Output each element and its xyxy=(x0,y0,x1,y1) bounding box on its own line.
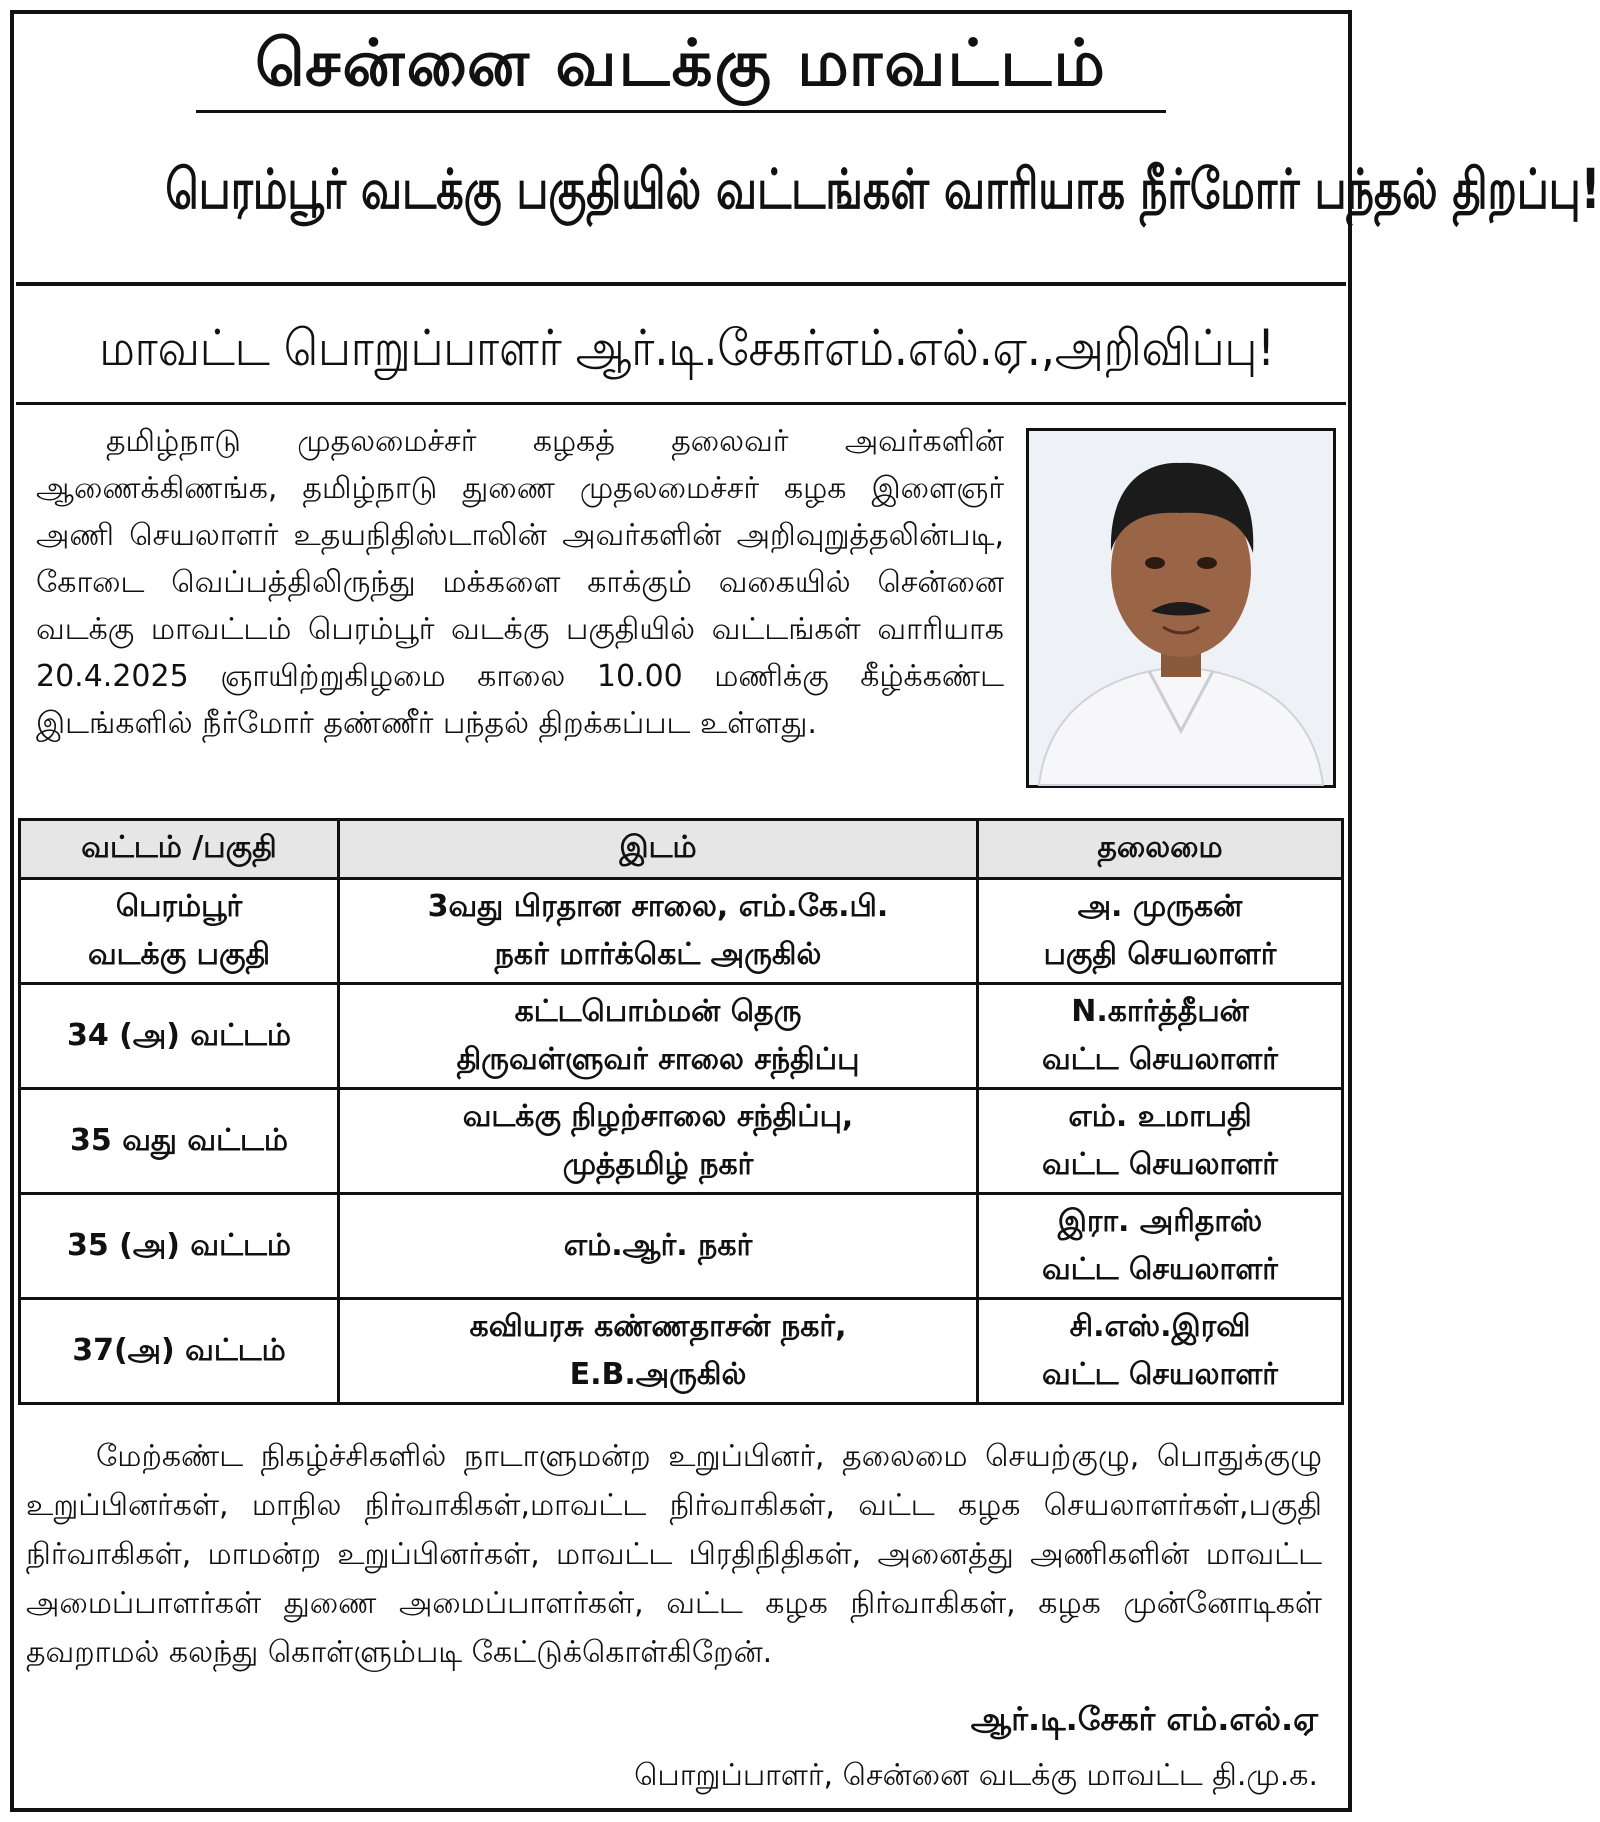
closing-paragraph xyxy=(26,1432,1322,1677)
person-portrait-icon xyxy=(1029,431,1333,785)
header-ward: வட்டம் /பகுதி xyxy=(20,820,339,879)
table-row xyxy=(20,984,1343,1089)
closing-text: மேற்கண்ட நிகழ்ச்சிகளில் நாடாளுமன்ற உறுப்பினர், தலைமை செயற்குழு, பொதுக்குழு உறுப்பினர்கள், மாநில நிர்வாகிகள்,மாவட்ட நிர்வாகிகள், வட்ட கழக செயலாளர்கள்,பகுதி நிர்வாகிகள், மாமன்ற உறுப்பினர்கள், மாவட்ட பிரதிநிதிகள், அனைத்து அணிகளின் மாவட்ட அமைப்பாளர்கள் துணை அமைப்பாளர்கள், வட்ட கழக நிர்வாகிகள், கழக முன்னோடிகள் தவறாமல் கலந்து கொள்ளும்படி கேட்டுக்கொள்கிறேன். xyxy=(26,1439,1322,1670)
header-place: இடம் xyxy=(339,820,978,879)
event-title: பெரம்பூர் வடக்கு பகுதியில் வட்டங்கள் வாரியாக நீர்மோர் பந்தல் திறப்பு! xyxy=(165,157,1600,221)
place-cell: கவியரசு கண்ணதாசன் நகர், E.B.அருகில் xyxy=(339,1299,978,1404)
table-header-row xyxy=(20,820,1343,879)
table-row xyxy=(20,879,1343,984)
place-cell: கட்டபொம்மன் தெரு திருவள்ளுவர் சாலை சந்திப்பு xyxy=(339,984,978,1089)
divider-top xyxy=(16,282,1346,286)
table-row xyxy=(20,1089,1343,1194)
table-row xyxy=(20,1299,1343,1404)
intro-paragraph xyxy=(36,418,1004,747)
signature-name: ஆர்.டி.சேகர் எம்.எல்.ஏ xyxy=(970,1700,1318,1738)
title-underline xyxy=(196,110,1166,113)
announcement-title: மாவட்ட பொறுப்பாளர் ஆர்.டி.சேகர்எம்.எல்.ஏ.,அறிவிப்பு! xyxy=(99,319,1275,377)
ward-cell: பெரம்பூர் வடக்கு பகுதி xyxy=(20,879,339,984)
divider-middle xyxy=(16,402,1346,405)
place-cell: வடக்கு நிழற்சாலை சந்திப்பு, முத்தமிழ் நகர் xyxy=(339,1089,978,1194)
table-row xyxy=(20,1194,1343,1299)
place-cell: 3வது பிரதான சாலை, எம்.கே.பி. நகர் மார்க்கெட் அருகில் xyxy=(339,879,978,984)
leader-cell: சி.எஸ்.இரவி வட்ட செயலாளர் xyxy=(978,1299,1343,1404)
ward-cell: 34 (அ) வட்டம் xyxy=(20,984,339,1089)
district-title: சென்னை வடக்கு மாவட்டம் xyxy=(255,27,1107,101)
portrait-photo xyxy=(1026,428,1336,788)
ward-cell: 35 (அ) வட்டம் xyxy=(20,1194,339,1299)
header-leader: தலைமை xyxy=(978,820,1343,879)
leader-cell: N.கார்த்தீபன் வட்ட செயலாளர் xyxy=(978,984,1343,1089)
leader-cell: இரா. அரிதாஸ் வட்ட செயலாளர் xyxy=(978,1194,1343,1299)
intro-text: தமிழ்நாடு முதலமைச்சர் கழகத் தலைவர் அவர்களின் ஆணைக்கிணங்க, தமிழ்நாடு துணை முதலமைச்சர் கழக இளைஞர் அணி செயலாளர் உதயநிதிஸ்டாலின் அவர்களின் அறிவுறுத்தலின்படி, கோடை வெப்பத்திலிருந்து மக்களை காக்கும் வகையில் சென்னை வடக்கு மாவட்டம் பெரம்பூர் வடக்கு பகுதியில் வட்டங்கள் வாரியாக 20.4.2025 ஞாயிற்றுகிழமை காலை 10.00 மணிக்கு கீழ்க்கண்ட இடங்களில் நீர்மோர் தண்ணீர் பந்தல் திறக்கப்பட உள்ளது. xyxy=(36,424,1004,741)
ward-cell: 35 வது வட்டம் xyxy=(20,1089,339,1194)
leader-cell: அ. முருகன் பகுதி செயலாளர் xyxy=(978,879,1343,984)
ward-cell: 37(அ) வட்டம் xyxy=(20,1299,339,1404)
locations-table xyxy=(18,818,1344,1405)
leader-cell: எம். உமாபதி வட்ட செயலாளர் xyxy=(978,1089,1343,1194)
place-cell: எம்.ஆர். நகர் xyxy=(339,1194,978,1299)
signature-role: பொறுப்பாளர், சென்னை வடக்கு மாவட்ட தி.மு.க. xyxy=(634,1758,1318,1793)
